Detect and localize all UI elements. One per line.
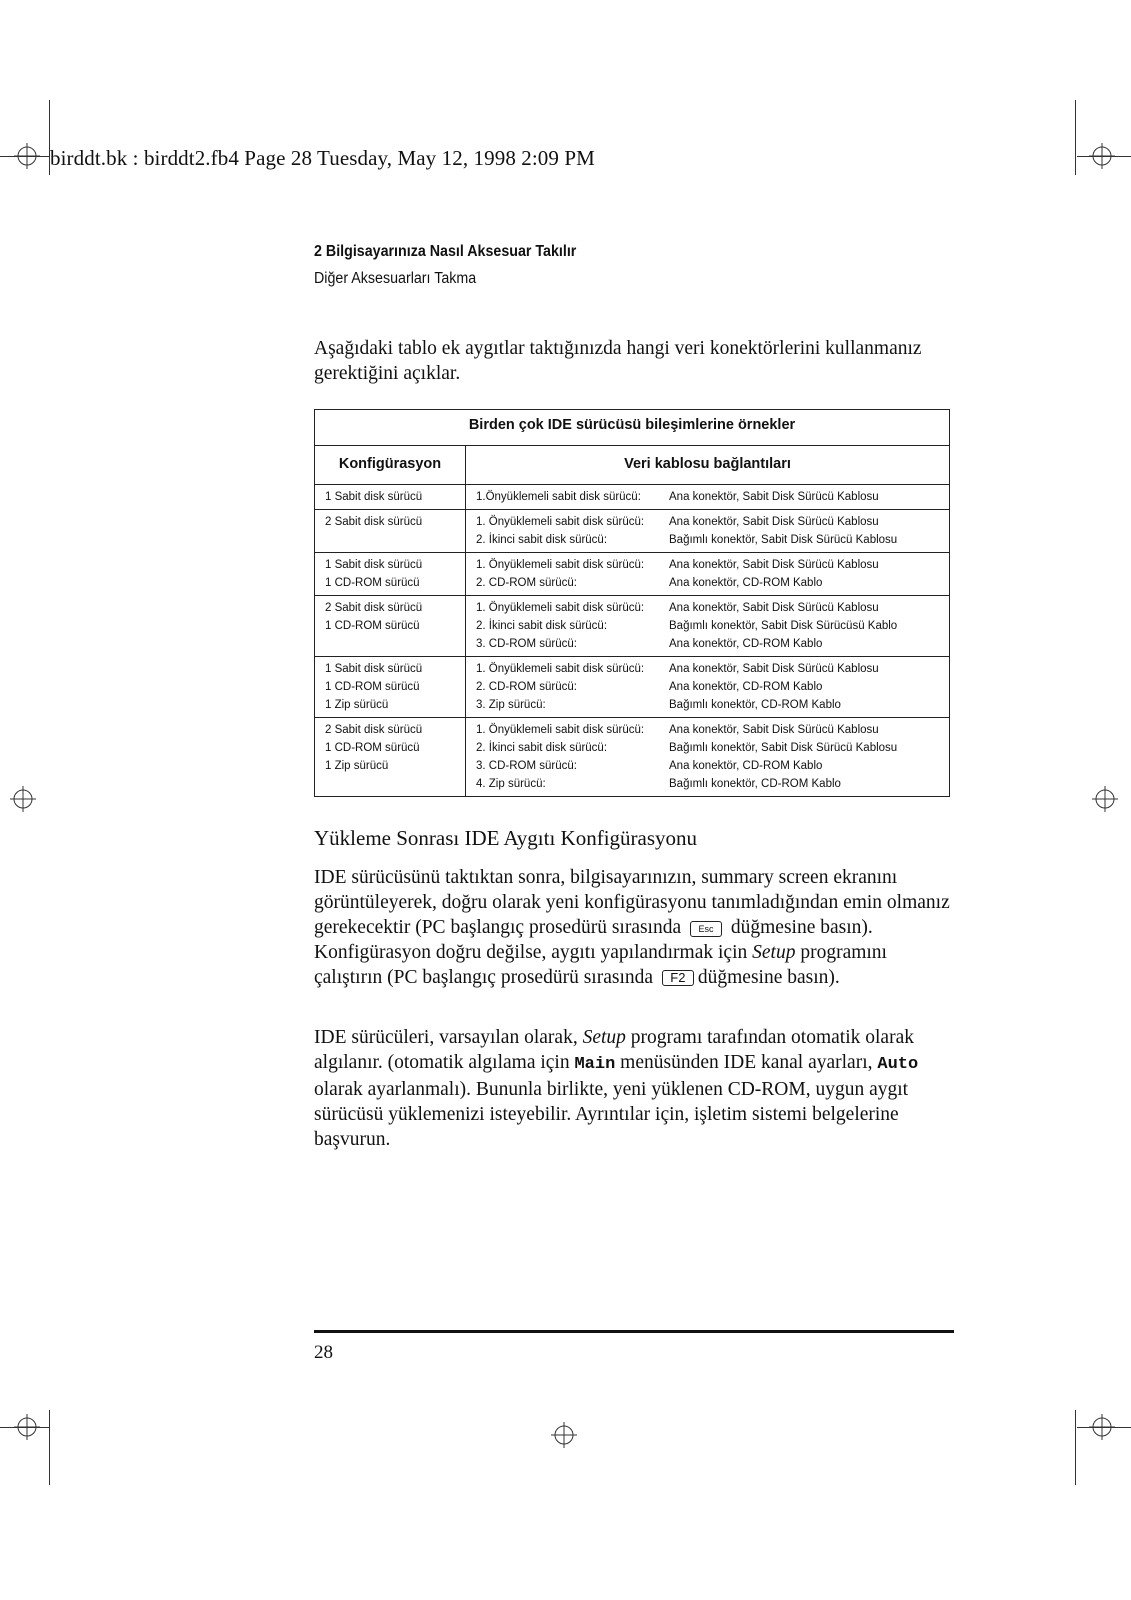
para1-text-2: düğmesine basın). Konfigürasyon doğru değilse, aygıtı yapılandırmak için	[314, 917, 873, 963]
config-line: 1 Sabit disk sürücü	[325, 559, 423, 571]
cable-line: Ana konektör, Sabit Disk Sürücü Kablosu	[669, 602, 879, 614]
para2-text-3: menüsünden IDE kanal ayarları,	[615, 1052, 873, 1073]
registration-mark-icon	[1089, 143, 1115, 169]
f2-key-icon: F2	[662, 970, 694, 986]
config-line: 1 Zip sürücü	[325, 760, 389, 772]
page-number: 28	[314, 1342, 333, 1363]
config-line: 1 CD-ROM sürücü	[325, 620, 420, 632]
drive-line: 1. Önyüklemeli sabit disk sürücü:	[476, 724, 645, 736]
drive-line: 1. Önyüklemeli sabit disk sürücü:	[476, 663, 645, 675]
cable-line: Ana konektör, Sabit Disk Sürücü Kablosu	[669, 663, 879, 675]
para2-text-2: programı tarafından otomatik olarak algılanır. (otomatik algılama için	[314, 1027, 914, 1073]
registration-mark-icon	[551, 1422, 577, 1448]
para2-text-1: IDE sürücüleri, varsayılan olarak,	[314, 1027, 578, 1048]
footer-rule	[314, 1330, 954, 1333]
main-menu-name: Main	[574, 1055, 616, 1074]
cable-line: Ana konektör, CD-ROM Kablo	[669, 577, 823, 589]
drive-line: 2. İkinci sabit disk sürücü:	[476, 620, 608, 632]
config-cell	[315, 718, 466, 797]
table-row	[315, 485, 950, 510]
config-cell	[315, 596, 466, 657]
setup-program-name: Setup	[752, 942, 796, 963]
chapter-title: 2 Bilgisayarınıza Nasıl Aksesuar Takılır	[314, 243, 577, 260]
registration-mark-icon	[1092, 786, 1118, 812]
cable-line: Ana konektör, Sabit Disk Sürücü Kablosu	[669, 516, 879, 528]
config-line: 1 Sabit disk sürücü	[325, 491, 423, 503]
config-line: 2 Sabit disk sürücü	[325, 602, 423, 614]
para1-text-3: programını çalıştırın (PC başlangıç prosedürü sırasında	[314, 942, 887, 988]
cables-cell	[466, 485, 950, 510]
config-line: 1 Zip sürücü	[325, 699, 389, 711]
config-line: 1 CD-ROM sürücü	[325, 742, 420, 754]
cable-line: Ana konektör, CD-ROM Kablo	[669, 760, 823, 772]
drive-line: 3. CD-ROM sürücü:	[476, 760, 577, 772]
drive-line: 3. Zip sürücü:	[476, 699, 546, 711]
ide-config-table	[314, 409, 950, 797]
drive-line: 1. Önyüklemeli sabit disk sürücü:	[476, 559, 645, 571]
post-install-paragraph	[314, 865, 954, 990]
registration-mark-icon	[10, 786, 36, 812]
config-cell	[315, 553, 466, 596]
config-cell	[315, 485, 466, 510]
drive-line: 1. Önyüklemeli sabit disk sürücü:	[476, 602, 645, 614]
cable-line: Ana konektör, CD-ROM Kablo	[669, 681, 823, 693]
cables-cell	[466, 553, 950, 596]
table-caption: Birden çok IDE sürücüsü bileşimlerine örnekler	[315, 410, 950, 446]
cables-cell	[466, 718, 950, 797]
setup-program-name: Setup	[582, 1027, 626, 1048]
cable-line: Ana konektör, CD-ROM Kablo	[669, 638, 823, 650]
cables-cell	[466, 657, 950, 718]
table-row	[315, 510, 950, 553]
column-header-config: Konfigürasyon	[315, 446, 466, 485]
config-cell	[315, 510, 466, 553]
drive-line: 1. Önyüklemeli sabit disk sürücü:	[476, 516, 645, 528]
cable-line: Bağımlı konektör, Sabit Disk Sürücü Kablosu	[669, 534, 898, 546]
cable-line: Bağımlı konektör, Sabit Disk Sürücüsü Kablo	[669, 620, 898, 632]
drive-line: 3. CD-ROM sürücü:	[476, 638, 577, 650]
drive-line: 2. İkinci sabit disk sürücü:	[476, 742, 608, 754]
cable-line: Bağımlı konektör, CD-ROM Kablo	[669, 778, 841, 790]
intro-paragraph: Aşağıdaki tablo ek aygıtlar taktığınızda hangi veri konektörlerini kullanmanız gerektiğini açıklar.	[314, 338, 922, 384]
registration-mark-icon	[1089, 1414, 1115, 1440]
config-line: 1 CD-ROM sürücü	[325, 577, 420, 589]
drive-line: 2. İkinci sabit disk sürücü:	[476, 534, 608, 546]
cables-cell	[466, 596, 950, 657]
cable-line: Ana konektör, Sabit Disk Sürücü Kablosu	[669, 559, 879, 571]
registration-mark-icon	[14, 143, 40, 169]
para1-text-4: düğmesine basın).	[697, 967, 840, 988]
table-row	[315, 596, 950, 657]
column-header-cables: Veri kablosu bağlantıları	[466, 446, 950, 485]
esc-key-icon: Esc	[690, 921, 722, 937]
section-heading: Yükleme Sonrası IDE Aygıtı Konfigürasyonu	[314, 826, 698, 850]
config-line: 2 Sabit disk sürücü	[325, 516, 423, 528]
cable-line: Bağımlı konektör, Sabit Disk Sürücü Kablosu	[669, 742, 898, 754]
table-body	[315, 485, 950, 797]
drive-line: 1.Önyüklemeli sabit disk sürücü:	[476, 491, 641, 503]
auto-setting-value: Auto	[877, 1055, 919, 1074]
registration-mark-icon	[14, 1414, 40, 1440]
para2-text-4: olarak ayarlanmalı). Bununla birlikte, yeni yüklenen CD-ROM, uygun aygıt sürücüsü yüklemenizi isteyebilir. Ayrıntılar için, işletim sistemi belgelerine başvurun.	[314, 1079, 909, 1150]
file-info-header: birddt.bk : birddt2.fb4 Page 28 Tuesday, May 12, 1998 2:09 PM	[50, 146, 595, 170]
table-row	[315, 657, 950, 718]
cable-line: Ana konektör, Sabit Disk Sürücü Kablosu	[669, 724, 879, 736]
table-row	[315, 718, 950, 797]
drive-line: 2. CD-ROM sürücü:	[476, 577, 577, 589]
auto-detect-paragraph	[314, 1025, 954, 1152]
cables-cell	[466, 510, 950, 553]
drive-line: 4. Zip sürücü:	[476, 778, 546, 790]
cable-line: Bağımlı konektör, CD-ROM Kablo	[669, 699, 841, 711]
table-row	[315, 553, 950, 596]
cable-line: Ana konektör, Sabit Disk Sürücü Kablosu	[669, 491, 879, 503]
drive-line: 2. CD-ROM sürücü:	[476, 681, 577, 693]
config-line: 2 Sabit disk sürücü	[325, 724, 423, 736]
para1-text-1: IDE sürücüsünü taktıktan sonra, bilgisayarınızın, summary screen ekranını görüntüleyerek, doğru olarak yeni konfigürasyonu tanımladığından emin olmanız gerekecektir (PC başlangıç prosedürü sırasında	[314, 867, 950, 938]
config-line: 1 CD-ROM sürücü	[325, 681, 420, 693]
config-cell	[315, 657, 466, 718]
config-line: 1 Sabit disk sürücü	[325, 663, 423, 675]
section-title: Diğer Aksesuarları Takma	[314, 270, 477, 287]
